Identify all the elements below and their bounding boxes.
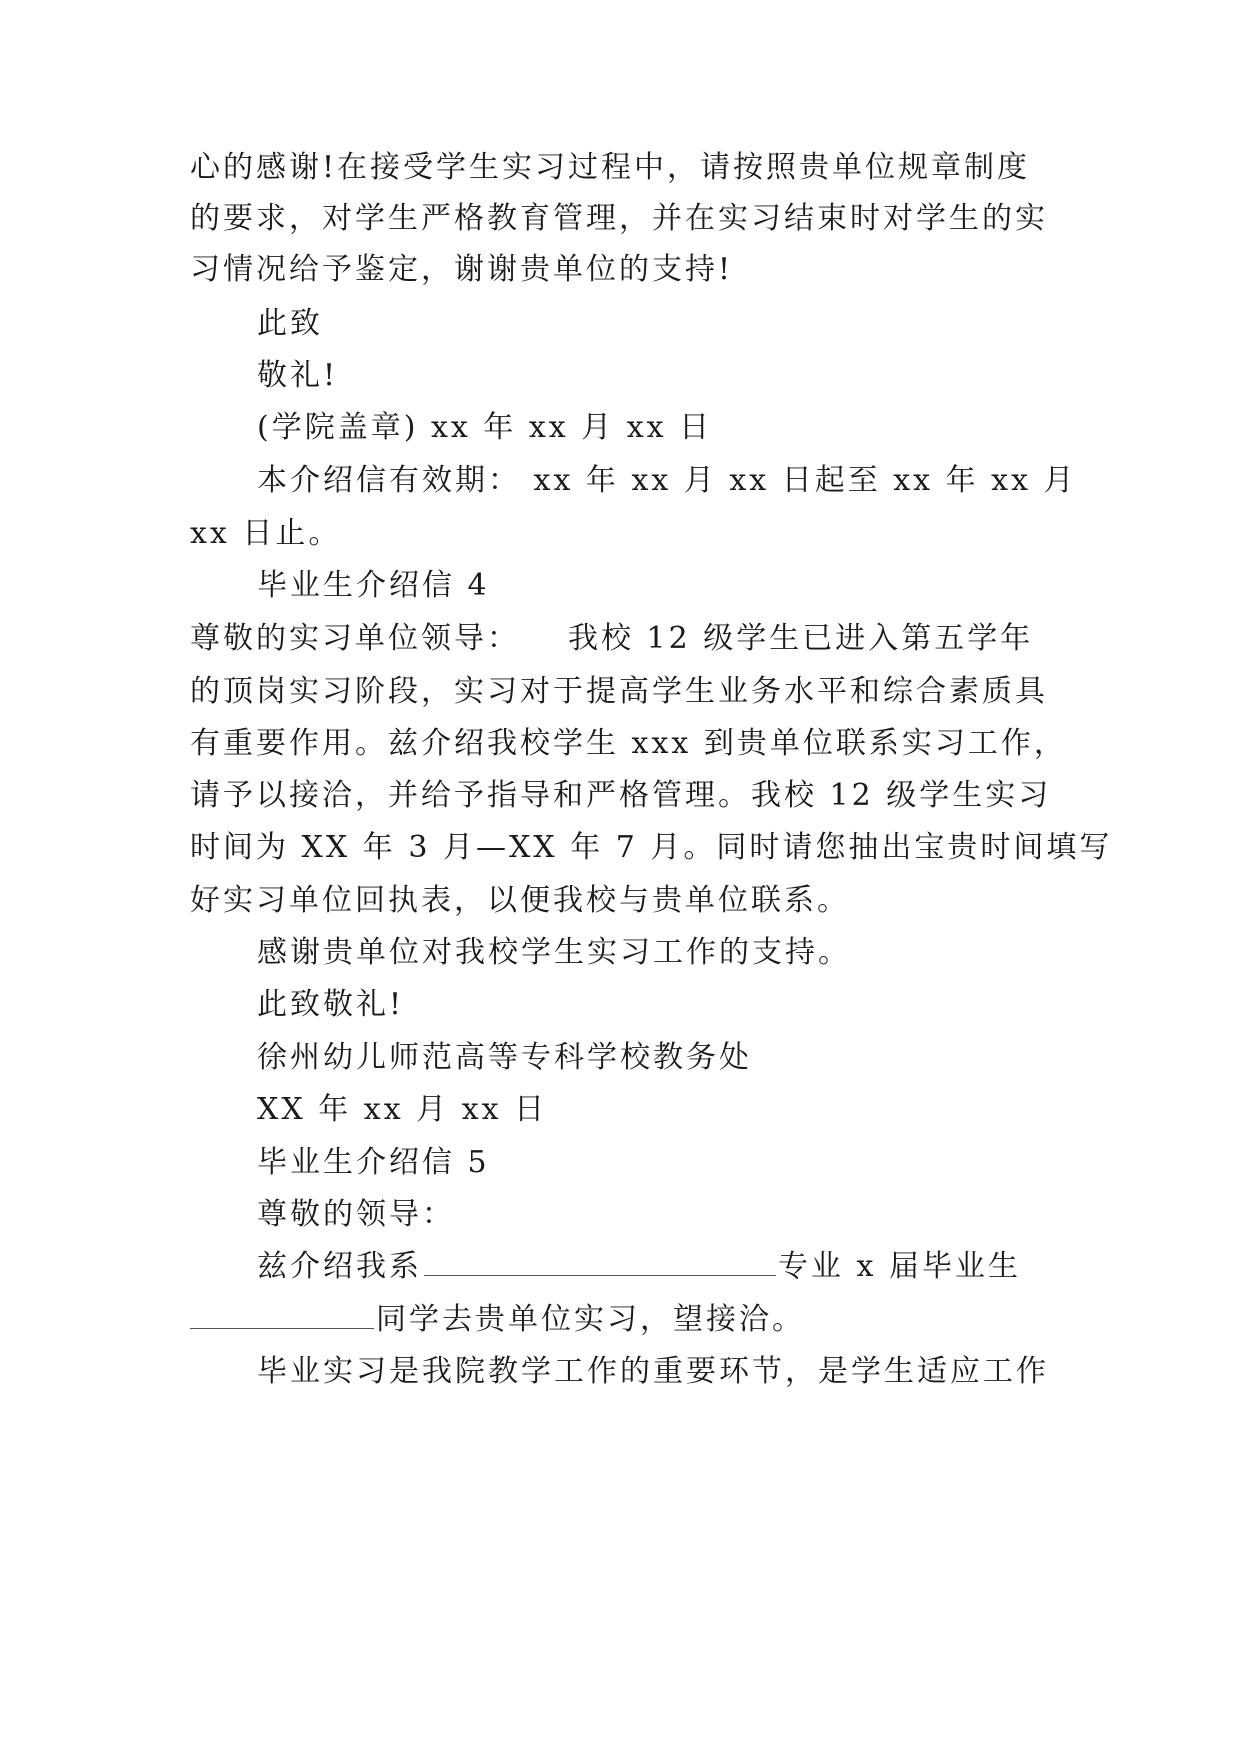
paragraph-line: 的顶岗实习阶段，实习对于提高学生业务水平和综合素质具: [190, 674, 1048, 709]
validity-period-continued: xx 日止。: [190, 516, 342, 551]
student-name-blank-field: [190, 1327, 374, 1329]
validity-period: 本介绍信有效期： xx 年 xx 月 xx 日起至 xx 年 xx 月: [257, 463, 1077, 498]
major-blank-field: [424, 1274, 776, 1276]
paragraph-text: 同学去贵单位实习，望接洽。: [376, 1302, 805, 1337]
introduction-line-continued: [190, 1300, 805, 1340]
paragraph-line: 心的感谢!在接受学生实习过程中，请按照贵单位规章制度: [190, 150, 1031, 185]
salutation: 尊敬的领导：: [257, 1197, 455, 1232]
paragraph-line: 时间为 XX 年 3 月—XX 年 7 月。同时请您抽出宝贵时间填写: [190, 830, 1113, 865]
paragraph-line: 有重要作用。兹介绍我校学生 xxx 到贵单位联系实习工作，: [190, 726, 1067, 761]
closing-regards: 敬礼!: [257, 358, 339, 393]
paragraph-line: 毕业实习是我院教学工作的重要环节，是学生适应工作: [257, 1354, 1049, 1389]
signature-date: XX 年 xx 月 xx 日: [257, 1092, 548, 1127]
salutation: 尊敬的实习单位领导：: [190, 621, 520, 656]
salutation-line: [190, 619, 1033, 659]
letter-heading-4: 毕业生介绍信 4: [257, 568, 490, 603]
paragraph-text: 我校 12 级学生已进入第五学年: [568, 621, 1034, 656]
paragraph-text: 专业 x 届毕业生: [778, 1249, 1021, 1284]
seal-and-date: (学院盖章) xx 年 xx 月 xx 日: [257, 410, 713, 445]
signature-office: 徐州幼儿师范高等专科学校教务处: [257, 1040, 752, 1075]
closing-salutation: 此致: [257, 306, 323, 341]
paragraph-line: 好实习单位回执表，以便我校与贵单位联系。: [190, 883, 850, 918]
thanks-line: 感谢贵单位对我校学生实习工作的支持。: [257, 935, 851, 970]
paragraph-line: 请予以接洽，并给予指导和严格管理。我校 12 级学生实习: [190, 778, 1052, 813]
letter-heading-5: 毕业生介绍信 5: [257, 1145, 490, 1180]
paragraph-line: 的要求，对学生严格教育管理，并在实习结束时对学生的实: [190, 201, 1048, 236]
paragraph-text: 兹介绍我系: [257, 1249, 422, 1284]
introduction-line: [257, 1247, 1021, 1287]
closing-regards: 此致敬礼!: [257, 987, 405, 1022]
paragraph-line: 习情况给予鉴定，谢谢贵单位的支持!: [190, 252, 734, 287]
